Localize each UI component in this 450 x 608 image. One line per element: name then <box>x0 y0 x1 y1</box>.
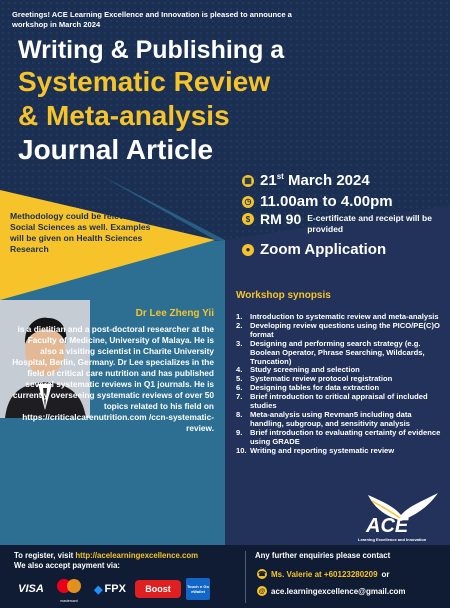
item-text: Introduction to systematic review and meta-analysis <box>250 312 439 321</box>
item-number: 7. <box>236 392 243 402</box>
email-icon: @ <box>258 587 266 595</box>
item-number: 4. <box>236 365 243 375</box>
methodology-note: Methodology could be relevant to Social Sciences as well. Examples will be given on Health Sciences Research <box>10 211 151 254</box>
item-text: Developing review questions using the PICO/PE(C)O format <box>250 320 440 339</box>
title-line-4: Journal Article <box>18 134 214 165</box>
item-text: Designing tables for data extraction <box>250 383 380 393</box>
item-text: Systematic review protocol registration <box>250 374 393 384</box>
contact-email[interactable] <box>257 586 406 596</box>
ace-logo <box>358 485 444 545</box>
platform-text: Zoom Application <box>260 241 387 258</box>
item-text: Brief introduction to critical appraisal of included studies <box>250 392 428 411</box>
footer-divider <box>245 551 246 603</box>
item-number: 1. <box>236 312 243 321</box>
event-time <box>242 193 393 210</box>
time-text: 11.00am to 4.00pm <box>260 193 393 210</box>
contact-or: or <box>381 569 390 579</box>
register-prefix: To register, visit <box>14 551 76 560</box>
event-platform <box>242 241 386 258</box>
item-text: Study screening and selection <box>250 365 360 375</box>
email-text: ace.learningexcellence@gmail.com <box>271 586 406 596</box>
register-link[interactable]: http://acelearningexcellence.com <box>75 551 199 560</box>
synopsis-list <box>236 313 446 456</box>
touchngo-logo: Touch n Go eWallet <box>186 578 210 600</box>
item-text: Meta-analysis using Revman5 including data handling, subgroup, and sensitivity analysis <box>250 409 412 428</box>
speaker-name: Dr Lee Zheng Yii <box>135 308 214 319</box>
payment-methods <box>14 578 210 603</box>
item-text: Brief introduction to evaluating certainty of evidence using GRADE <box>250 427 441 446</box>
mastercard-circles-icon <box>53 578 85 594</box>
item-number: 9. <box>236 427 243 437</box>
list-item <box>236 429 446 447</box>
list-item <box>236 447 446 456</box>
bullet-icon: ● <box>242 244 254 256</box>
title-line-3: & Meta-analysis <box>18 100 230 131</box>
item-number: 2. <box>236 320 243 330</box>
item-number: 3. <box>236 338 243 348</box>
item-text: Designing and performing search strategy (e.g. Boolean Operator, Phrase Searching, Wildcards, Truncation) <box>250 338 425 366</box>
enquiry-text: Any further enquiries please contact <box>255 551 391 560</box>
date-suffix: st <box>276 172 284 181</box>
item-number: 6. <box>236 383 243 393</box>
item-number: 5. <box>236 374 243 384</box>
boost-logo: Boost <box>135 580 181 598</box>
phone-icon: ☎ <box>257 571 267 578</box>
title-line-2: Systematic Review <box>18 66 271 97</box>
date-rest: March 2024 <box>283 172 370 189</box>
fpx-text: FPX <box>104 583 126 595</box>
title-line-1: Writing & Publishing a <box>18 36 285 64</box>
logo-tagline: Learning Excellence and Innovation <box>358 537 427 542</box>
price-note: E-certificate and receipt will be provided <box>307 213 432 234</box>
list-item <box>236 340 446 367</box>
event-price <box>242 211 437 235</box>
clock-icon: ◷ <box>242 196 254 208</box>
mastercard-text: mastercard <box>60 599 78 603</box>
speaker-bio: is a dietitian and a post-doctoral researcher at the Faculty of Medicine, University of Malaya. He is also a visiting scientist in Charite University Hospital, Berlin, Germany. Dr Lee specializes in the field of critical care nutrition and has published several systematic reviews in Q1 journals. He is currently overseeing systematic reviews of over 50 topics related to his field on https://criticalcarenutrition.com /ccn-systematic-review. <box>12 324 214 433</box>
contact-phone[interactable] <box>257 569 390 579</box>
synopsis-title: Workshop synopsis <box>236 290 331 301</box>
list-item <box>236 322 446 340</box>
payment-label: We also accept payment via: <box>14 561 121 570</box>
list-item <box>236 393 446 411</box>
list-item <box>236 411 446 429</box>
date-day: 21 <box>260 172 277 189</box>
mastercard-logo <box>53 578 85 603</box>
item-number: 8. <box>236 409 243 419</box>
item-text: Writing and reporting systematic review <box>250 445 395 455</box>
price-text: RM 90 <box>260 211 302 227</box>
logo-text: ACE <box>366 515 409 537</box>
event-date <box>242 172 370 189</box>
visa-logo: VISA <box>18 583 44 595</box>
contact-name: Ms. Valerie at +60123280209 <box>271 569 378 579</box>
item-number: 10. <box>236 445 247 455</box>
fpx-logo: ◆ FPX <box>94 583 126 596</box>
register-info <box>14 551 198 571</box>
greeting-text: Greetings! ACE Learning Excellence and Innovation is pleased to announce a workshop in March 2024 <box>12 10 292 29</box>
dollar-icon: $ <box>242 213 254 225</box>
calendar-icon: ▦ <box>242 175 254 187</box>
